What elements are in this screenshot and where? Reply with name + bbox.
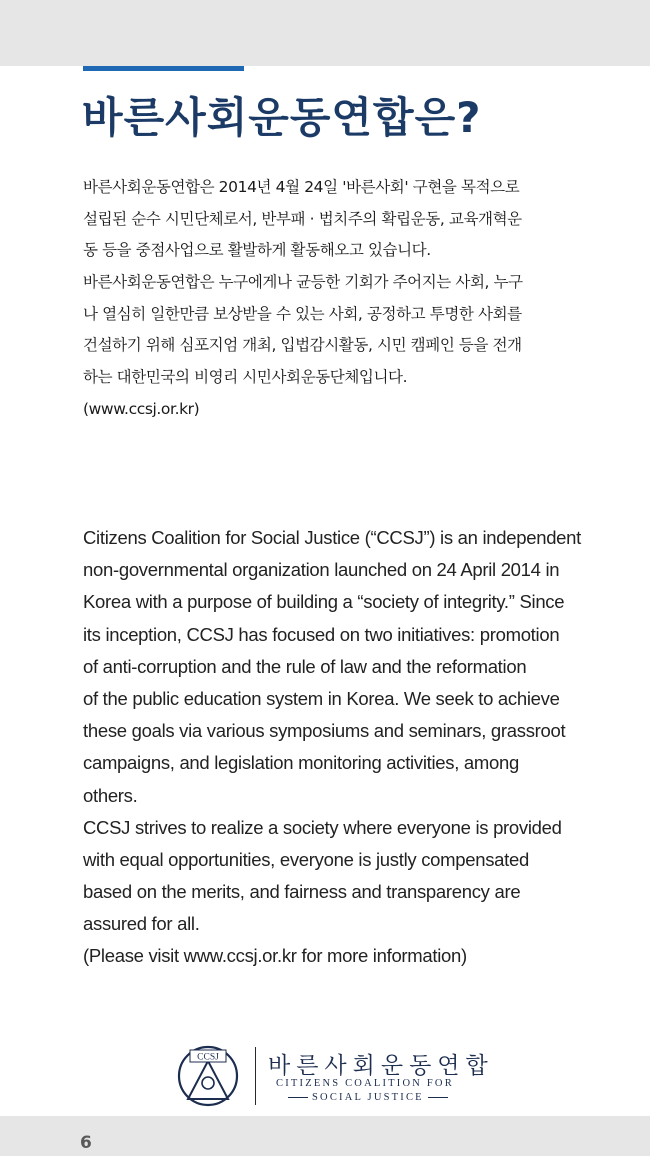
logo-korean-name: 바른사회운동연합	[268, 1053, 494, 1079]
english-text-line: others.	[83, 784, 138, 806]
english-description	[83, 522, 581, 973]
english-text-line: campaigns, and legislation monitoring activities, among	[83, 752, 519, 774]
korean-text-line: 설립된 순수 시민단체로서, 반부패 · 법치주의 확립운동, 교육개혁운	[83, 209, 522, 228]
english-text-line: with equal opportunities, everyone is justly compensated	[83, 848, 529, 870]
accent-bar	[83, 66, 244, 71]
english-text-line: of anti-corruption and the rule of law and the reformation	[83, 655, 527, 677]
logo-english-line2	[284, 1092, 452, 1103]
top-band	[0, 0, 650, 66]
english-text-line: based on the merits, and fairness and transparency are	[83, 881, 521, 903]
korean-text-line: 동 등을 중점사업으로 활발하게 활동해오고 있습니다.	[83, 241, 431, 260]
korean-text-line: 바른사회운동연합은 누구에게나 균등한 기회가 주어지는 사회, 누구	[83, 273, 523, 292]
english-website-note: (Please visit www.ccsj.or.kr for more information)	[83, 945, 467, 967]
english-text-line: its inception, CCSJ has focused on two initiatives: promotion	[83, 623, 560, 645]
english-text-line: non-governmental organization launched on 24 April 2014 in	[83, 559, 560, 581]
bottom-band	[0, 1116, 650, 1156]
english-text-line: CCSJ strives to realize a society where everyone is provided	[83, 816, 562, 838]
english-text-line: assured for all.	[83, 913, 200, 935]
page-number: 6	[80, 1133, 92, 1153]
korean-description	[83, 172, 571, 426]
korean-text-line: 바른사회운동연합은 2014년 4월 24일 '바른사회' 구현을 목적으로	[83, 178, 520, 196]
logo-divider	[255, 1047, 256, 1105]
english-text-line: of the public education system in Korea. We seek to achieve	[83, 687, 560, 709]
korean-text-line: 건설하기 위해 심포지엄 개최, 입법감시활동, 시민 캠페인 등을 전개	[83, 336, 522, 355]
ccsj-emblem-icon	[176, 1043, 240, 1109]
korean-text-line: 하는 대한민국의 비영리 시민사회운동단체입니다.	[83, 368, 408, 387]
ccsj-logo	[176, 1043, 494, 1109]
logo-english-line2-text: SOCIAL JUSTICE	[312, 1092, 424, 1103]
english-text-line: these goals via various symposiums and seminars, grassroot	[83, 720, 566, 742]
english-text-line: Korea with a purpose of building a “society of integrity.” Since	[83, 591, 565, 613]
emblem-text: CCSJ	[197, 1052, 219, 1063]
english-text-line: Citizens Coalition for Social Justice (“CCSJ”) is an independent	[83, 527, 581, 548]
page-title: 바른사회운동연합은?	[82, 93, 482, 142]
logo-english-line1: CITIZENS COALITION FOR	[276, 1078, 454, 1089]
korean-website: (www.ccsj.or.kr)	[83, 399, 200, 418]
korean-text-line: 나 열심히 일한만큼 보상받을 수 있는 사회, 공정하고 투명한 사회를	[83, 304, 522, 323]
